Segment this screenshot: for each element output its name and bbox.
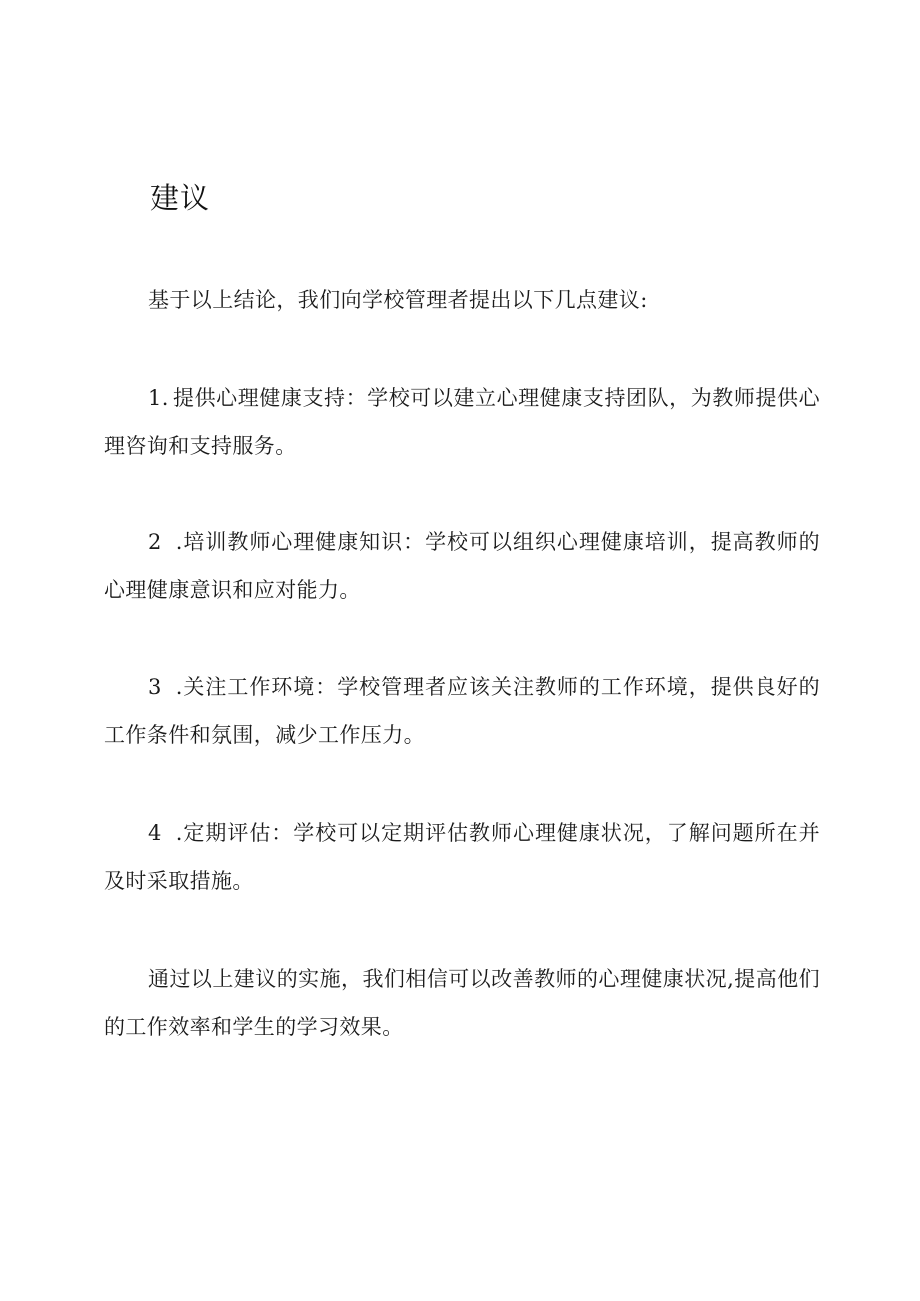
conclusion-paragraph: 通过以上建议的实施，我们相信可以改善教师的心理健康状况,提高他们的工作效率和学生的学习效果。 [104,967,820,1039]
section-title: 建议 [150,181,211,215]
item-text: .培训教师心理健康知识：学校可以组织心理健康培训，提高教师的心理健康意识和应对能力。 [104,530,820,602]
item-text: 提供心理健康支持：学校可以建立心理健康支持团队，为教师提供心理咨询和支持服务。 [104,386,820,458]
item-number: 3 [148,675,162,699]
recommendation-item-3 [104,663,820,759]
recommendation-item-4 [104,809,820,905]
item-text: .定期评估：学校可以定期评估教师心理健康状况，了解问题所在并及时采取措施。 [104,821,820,893]
intro-paragraph: 基于以上结论，我们向学校管理者提出以下几点建议: [148,288,648,312]
recommendation-item-1 [104,374,820,470]
item-number: 1. [148,386,169,410]
item-number: 4 [148,821,162,845]
item-number: 2 [148,530,162,554]
item-text: .关注工作环境：学校管理者应该关注教师的工作环境，提供良好的工作条件和氛围，减少工作压力。 [104,675,820,747]
recommendation-item-2 [104,518,820,614]
